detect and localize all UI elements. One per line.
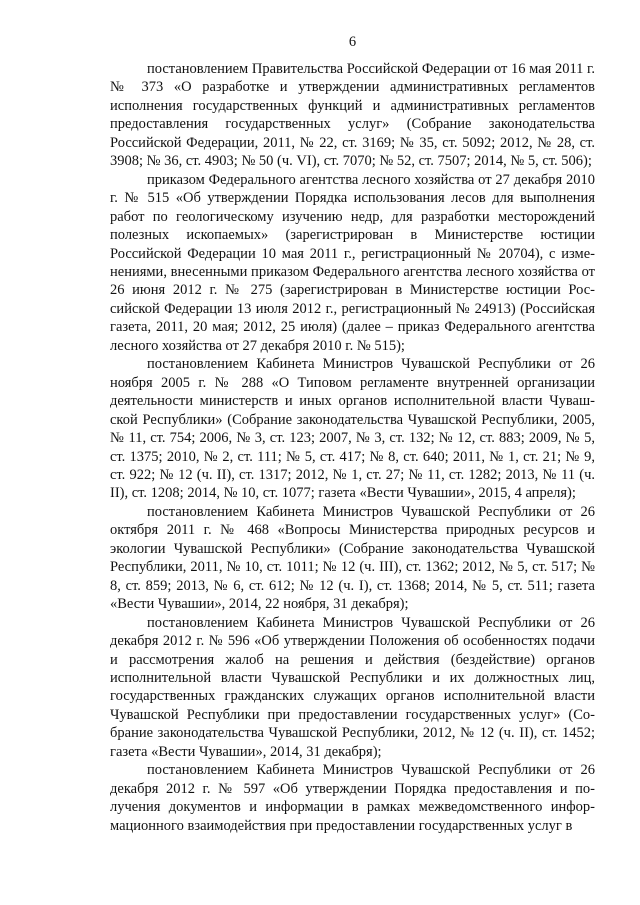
- paragraph-resolution-373: постановлением Правительства Российской Федерации от 16 мая 2011 г. № 373 «О разработке и утверждении административных регламентов исполнения государственных функций и административных регламентов предоставления государственных услуг» (Собрание законодательства Российской Федерации, 2011, № 22, ст. 3169; № 35, ст. 5092; 2012, № 28, ст. 3908; № 36, ст. 4903; № 50 (ч. VI), ст. 7070; № 52, ст. 7507; 2014, № 5, ст. 506);: [110, 61, 595, 170]
- paragraph-resolution-468: постановлением Кабинета Министров Чувашской Республики от 26 октября 2011 г. № 468 «Вопросы Министерства природных ресурсов и экологии Чувашской Республики» (Собрание законодательства Чувашской Республики, 2011, № 10, ст. 1011; № 12 (ч. III), ст. 1362; 2012, № 5, ст. 517; № 8, ст. 859; 2013, № 6, ст. 612; № 12 (ч. I), ст. 1368; 2014, № 5, ст. 511; газета «Вести Чувашии», 2014, 22 ноября, 31 декабря);: [110, 503, 595, 613]
- paragraph-resolution-288: постановлением Кабинета Министров Чувашской Республики от 26 ноября 2005 г. № 288 «О Типовом регламенте внутренней организации деятельности министерств и иных органов исполнительной власти Чувашской Республики» (Собрание законодательства Чувашской Республики, 2005, № 11, ст. 754; 2006, № 3, ст. 123; 2007, № 3, ст. 132; № 12, ст. 883; 2009, № 5, ст. 1375; 2010, № 2, ст. 111; № 5, ст. 417; № 8, ст. 640; 2011, № 1, ст. 21; № 9, ст. 922; № 12 (ч. II), ст. 1317; 2012, № 1, ст. 27; № 11, ст. 1282; 2013, № 11 (ч. II), ст. 1208; 2014, № 10, ст. 1077; газета «Вести Чувашии», 2015, 4 апреля);: [110, 356, 595, 502]
- paragraph-resolution-597: постановлением Кабинета Министров Чувашской Республики от 26 декабря 2012 г. № 597 «Об утверждении Порядка предоставления и получения документов и информации в рамках межведомственного информационного взаимодействия при предоставлении государственных услуг в: [110, 762, 595, 834]
- paragraph-resolution-596: постановлением Кабинета Министров Чувашской Республики от 26 декабря 2012 г. № 596 «Об утверждении Положения об особенностях подачи и рассмотрения жалоб на решения и действия (бездействие) органов исполнительной власти Чувашской Республики и их должностных лиц, государственных гражданских служащих органов исполнительной власти Чувашской Республики при предоставлении государственных услуг» (Собрание законодательства Чувашской Республики, 2012, № 12 (ч. II), ст. 1452; газета «Вести Чувашии», 2014, 31 декабря);: [110, 614, 595, 760]
- document-page: [110, 0, 595, 905]
- page-number: 6: [348, 34, 357, 50]
- document-body: [110, 60, 595, 835]
- paragraph-order-515: приказом Федерального агентства лесного хозяйства от 27 декабря 2010 г. № 515 «Об утверждении Порядка использования лесов для выполнения работ по геологическому изучению недр, для разработки месторождений полезных ископаемых» (зарегистрирован в Министерстве юстиции Российской Федерации 10 мая 2011 г., регистрационный № 20704), с изменениями, внесенными приказом Федерального агентства лесного хозяйства от 26 июня 2012 г. № 275 (зарегистрирован в Министерстве юстиции Российской Федерации 13 июля 2012 г., регистрационный № 24913) (Российская газета, 2011, 20 мая; 2012, 25 июля) (далее – приказ Федерального агентства лесного хозяйства от 27 декабря 2010 г. № 515);: [110, 171, 595, 354]
